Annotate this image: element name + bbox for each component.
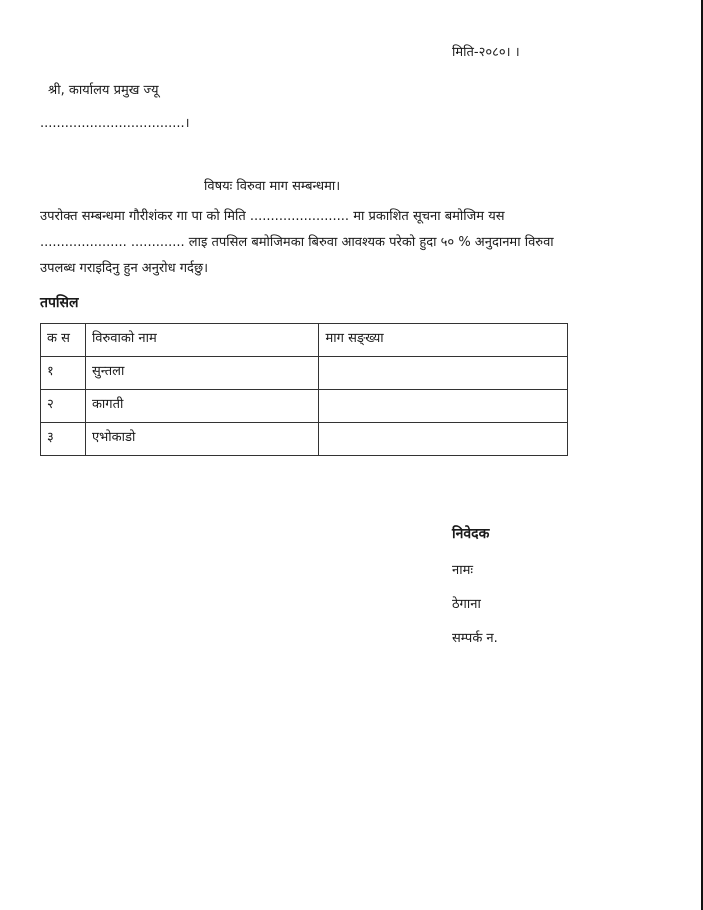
- date-line: मिति-२०८०। ।: [452, 45, 520, 60]
- signature-name-label: नामः: [452, 563, 473, 578]
- row-serial: १: [41, 357, 86, 390]
- signature-address-label: ठेगाना: [452, 597, 481, 612]
- details-heading: तपसिल: [40, 295, 79, 311]
- subject-line: विषयः विरुवा माग सम्बन्धमा।: [204, 179, 341, 194]
- row-quantity: [319, 390, 568, 423]
- row-quantity: [319, 357, 568, 390]
- column-header-quantity: माग सङ्ख्या: [319, 324, 568, 357]
- recipient-salutation: श्री, कार्यालय प्रमुख ज्यू: [48, 83, 159, 98]
- row-plant-name: कागती: [85, 390, 319, 423]
- plant-request-table: [40, 323, 568, 456]
- table-row: [41, 423, 568, 456]
- body-line-1: उपरोक्त सम्बन्धमा गौरीशंकर गा पा को मिति ........................ मा प्रकाशित सूचना बमोजिम यस: [40, 209, 505, 224]
- body-paragraph: [40, 204, 640, 282]
- body-line-2: ..................... ............. लाइ तपसिल बमोजिमका बिरुवा आवश्यक परेको हुदा ५० % अनुदानमा विरुवा: [40, 235, 554, 250]
- column-header-plant-name: विरुवाको नाम: [85, 324, 319, 357]
- recipient-office-line: ...................................।: [40, 116, 190, 131]
- signature-contact-label: सम्पर्क न.: [452, 631, 498, 646]
- row-plant-name: एभोकाडो: [85, 423, 319, 456]
- table-header-row: [41, 324, 568, 357]
- body-line-3: उपलब्ध गराइदिनु हुन अनुरोध गर्दछु।: [40, 261, 209, 276]
- row-plant-name: सुन्तला: [85, 357, 319, 390]
- table-row: [41, 390, 568, 423]
- row-serial: २: [41, 390, 86, 423]
- row-serial: ३: [41, 423, 86, 456]
- column-header-serial: क स: [41, 324, 86, 357]
- signature-title: निवेदक: [452, 526, 490, 542]
- table-row: [41, 357, 568, 390]
- row-quantity: [319, 423, 568, 456]
